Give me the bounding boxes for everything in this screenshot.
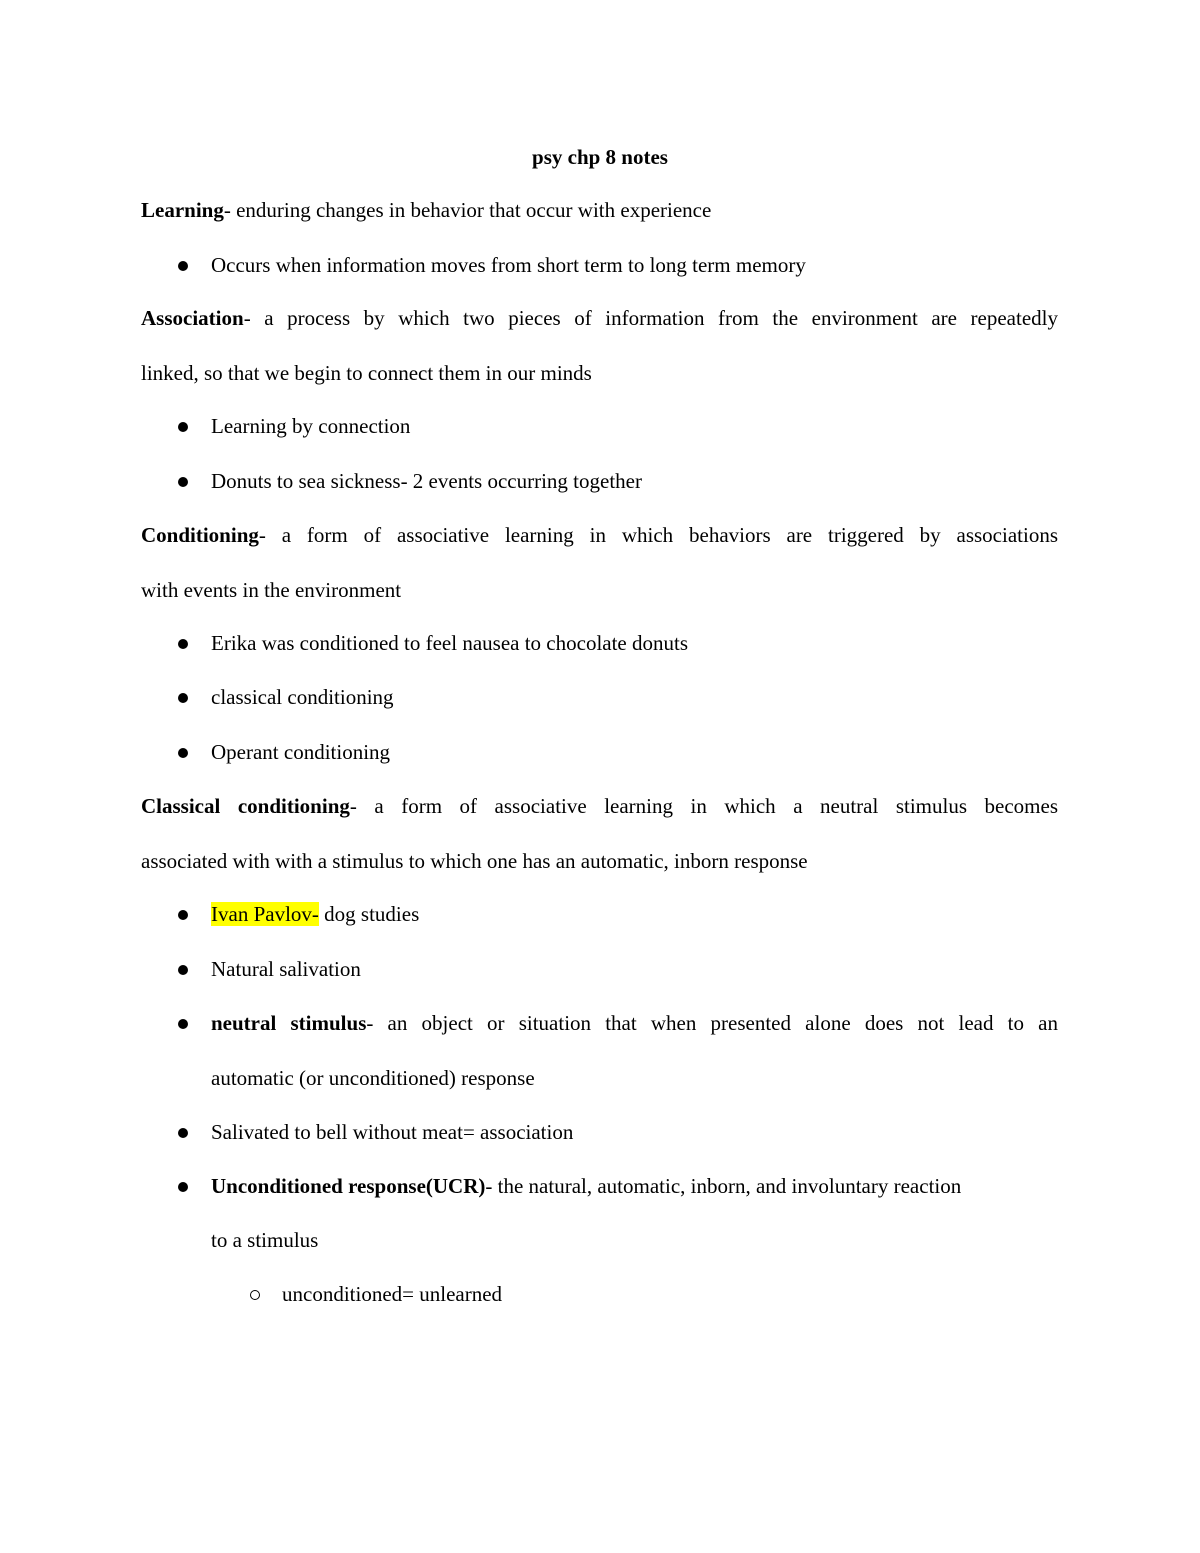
conditioning-bullet-2: classical conditioning [211, 685, 394, 709]
association-def-1: - a process by which two pieces of information from the environment are repeatedly [243, 306, 1058, 330]
learning-bullet-1: Occurs when information moves from short term to long term memory [211, 253, 806, 277]
learning-definition [141, 194, 711, 226]
classical-def-2: associated with with a stimulus to which one has an automatic, inborn response [141, 849, 808, 873]
classical-definition-line1 [141, 790, 1058, 822]
conditioning-term: Conditioning [141, 523, 259, 547]
conditioning-bullet-3: Operant conditioning [211, 740, 391, 764]
ucr-def-2: to a stimulus [211, 1228, 319, 1252]
association-def-2: linked, so that we begin to connect them in our minds [141, 361, 592, 385]
pavlov-rest: dog studies [318, 902, 420, 926]
neutral-stimulus-def-2: automatic (or unconditioned) response [211, 1066, 535, 1090]
bullet-dot [178, 965, 188, 975]
bullet-dot [178, 477, 188, 487]
ucr-term: Unconditioned response(UCR) [211, 1174, 486, 1198]
bullet-dot [178, 1019, 188, 1029]
association-bullet-2: Donuts to sea sickness- 2 events occurring together [211, 469, 642, 493]
sub-bullet-circle [250, 1290, 260, 1300]
learning-def: - enduring changes in behavior that occur with experience [223, 198, 712, 222]
pavlov-highlight: Ivan Pavlov- [211, 902, 319, 926]
conditioning-definition-line1 [141, 519, 1058, 551]
bullet-dot [178, 422, 188, 432]
bullet-dot [178, 748, 188, 758]
association-term: Association [141, 306, 244, 330]
conditioning-def-1: - a form of associative learning in which behaviors are triggered by associations [258, 523, 1058, 547]
association-definition-line1 [141, 302, 1058, 334]
bullet-dot [178, 639, 188, 649]
learning-term: Learning [141, 198, 224, 222]
bullet-dot [178, 1128, 188, 1138]
neutral-stimulus-def-1: - an object or situation that when presented alone does not lead to an [366, 1011, 1059, 1035]
unconditioned-sub-bullet: unconditioned= unlearned [282, 1282, 503, 1306]
pavlov-bullet [211, 898, 419, 930]
bullet-dot [178, 261, 188, 271]
neutral-stimulus-term: neutral stimulus [211, 1011, 367, 1035]
salivated-bullet: Salivated to bell without meat= association [211, 1120, 574, 1144]
neutral-stimulus-line1 [211, 1007, 1058, 1039]
conditioning-def-2: with events in the environment [141, 578, 402, 602]
page-title: psy chp 8 notes [532, 145, 668, 169]
natural-salivation-bullet: Natural salivation [211, 957, 361, 981]
bullet-dot [178, 693, 188, 703]
conditioning-bullet-1: Erika was conditioned to feel nausea to chocolate donuts [211, 631, 689, 655]
ucr-line1 [211, 1170, 961, 1202]
association-bullet-1: Learning by connection [211, 414, 411, 438]
classical-def-1: - a form of associative learning in which a neutral stimulus becomes [349, 794, 1058, 818]
ucr-def-1: - the natural, automatic, inborn, and involuntary reaction [485, 1174, 962, 1198]
bullet-dot [178, 910, 188, 920]
classical-term: Classical conditioning [141, 794, 350, 818]
bullet-dot [178, 1182, 188, 1192]
